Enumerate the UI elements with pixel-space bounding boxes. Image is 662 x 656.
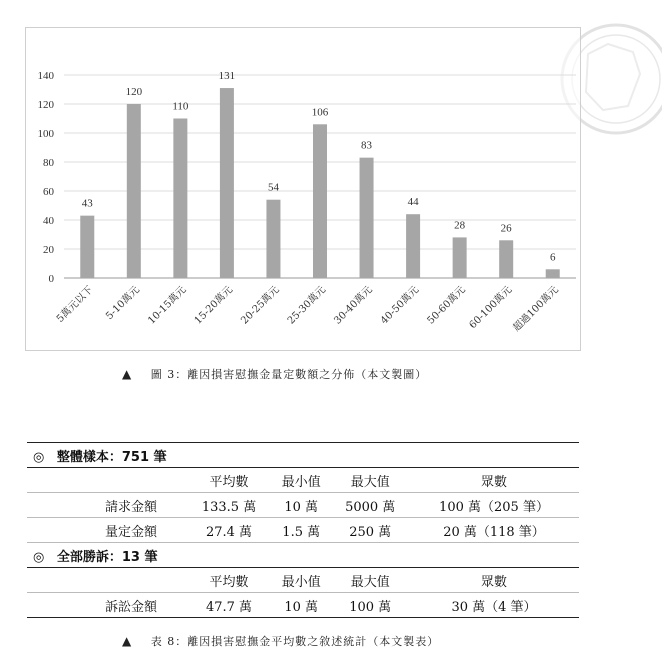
y-tick-label: 80 (43, 157, 54, 169)
y-tick-label: 60 (43, 186, 54, 198)
section-title: 全部勝訴：13 筆 (56, 549, 158, 565)
bar (406, 214, 420, 278)
table-cell: 47.7 萬 (187, 593, 271, 618)
chart-canvas (26, 28, 582, 352)
circle-marker-icon: ◎ (33, 449, 45, 465)
bar (360, 158, 374, 278)
bar (80, 216, 94, 278)
data-label: 120 (125, 86, 143, 98)
table-cell: 100 萬（205 筆） (409, 493, 579, 518)
row-label: 量定金額 (27, 518, 187, 543)
figure-caption-text: 圖 3：離因損害慰撫金量定數額之分佈（本文製圖） (150, 368, 428, 381)
table-header-row (27, 468, 579, 493)
x-tick-label: 5萬元以下 (54, 284, 96, 325)
table-cell: 1.5 萬 (271, 518, 331, 543)
table-cell: 5000 萬 (331, 493, 409, 518)
row-label: 請求金額 (27, 493, 187, 518)
bar (127, 104, 141, 278)
section-title: 整體樣本：751 筆 (56, 449, 167, 465)
x-tick-label: 50-60萬元 (425, 284, 468, 327)
section-header (27, 443, 579, 468)
table-row (27, 493, 579, 518)
table-cell: 10 萬 (271, 593, 331, 618)
table-caption-text: 表 8：離因損害慰撫金平均數之敘述統計（本文製表） (150, 635, 440, 648)
y-tick-label: 0 (48, 273, 54, 285)
data-label: 110 (172, 100, 189, 113)
table-cell: 27.4 萬 (187, 518, 271, 543)
table-cell: 133.5 萬 (187, 493, 271, 518)
table-cell: 10 萬 (271, 493, 331, 518)
x-tick-label: 超過100萬元 (511, 284, 561, 334)
data-label: 131 (218, 70, 236, 83)
table-cell: 250 萬 (331, 518, 409, 543)
x-tick-label: 30-40萬元 (332, 284, 375, 327)
triangle-marker-icon: ▲ (122, 367, 133, 381)
column-header: 最大值 (331, 568, 409, 593)
y-tick-label: 120 (37, 99, 54, 111)
column-header: 最大值 (331, 468, 409, 493)
data-label: 44 (407, 196, 419, 209)
section-header (27, 543, 579, 568)
x-tick-label: 40-50萬元 (378, 284, 422, 327)
bar (546, 269, 560, 278)
data-label: 83 (361, 139, 373, 152)
table-row (27, 593, 579, 618)
column-header: 眾數 (409, 468, 579, 493)
column-header: 平均數 (187, 568, 271, 593)
x-tick-label: 10-15萬元 (146, 284, 189, 327)
y-tick-label: 40 (43, 215, 54, 227)
bar (173, 119, 187, 279)
data-label: 106 (311, 106, 329, 119)
column-header: 眾數 (409, 568, 579, 593)
x-tick-label: 20-25萬元 (239, 284, 282, 327)
table-cell: 100 萬 (331, 593, 409, 618)
table-row (27, 518, 579, 543)
table-caption (122, 633, 439, 649)
table-header-row (27, 568, 579, 593)
bar (220, 88, 234, 278)
x-tick-label: 25-30萬元 (285, 284, 329, 327)
y-tick-label: 20 (43, 244, 54, 256)
bar (266, 200, 280, 278)
table-cell: 30 萬（4 筆） (409, 593, 579, 618)
x-tick-label: 60-100萬元 (467, 284, 515, 332)
y-tick-label: 100 (37, 128, 54, 140)
bar-chart (25, 27, 581, 351)
column-header: 最小值 (271, 468, 331, 493)
row-label: 訴訟金額 (27, 593, 187, 618)
column-header: 平均數 (187, 468, 271, 493)
bar (313, 124, 327, 278)
data-label: 6 (549, 251, 556, 264)
x-tick-label: 5-10萬元 (104, 284, 142, 323)
table-cell: 20 萬（118 筆） (409, 518, 579, 543)
x-tick-label: 15-20萬元 (192, 284, 236, 327)
data-label: 43 (81, 197, 93, 210)
figure-caption (122, 366, 427, 382)
circle-marker-icon: ◎ (33, 549, 45, 565)
triangle-marker-icon: ▲ (122, 634, 133, 648)
data-label: 54 (267, 181, 279, 194)
stats-table (27, 442, 579, 618)
column-header: 最小值 (271, 568, 331, 593)
bar (499, 240, 513, 278)
y-tick-label: 140 (37, 70, 54, 82)
bar (453, 237, 467, 278)
data-label: 26 (500, 222, 512, 235)
data-label: 28 (454, 219, 466, 232)
